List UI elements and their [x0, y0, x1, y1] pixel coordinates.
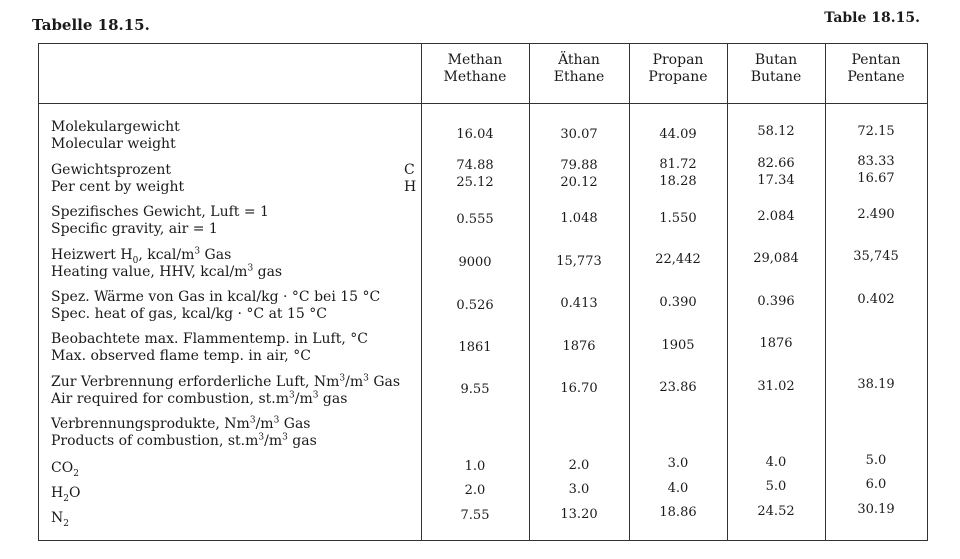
- cell-value: 23.86: [659, 380, 697, 395]
- cell-value: 4.0: [667, 481, 689, 496]
- cell-value: 15,773: [556, 254, 602, 269]
- element-labels: C H: [404, 162, 417, 195]
- cell-value: 29,084: [753, 251, 799, 266]
- cell-value: 72.15: [857, 124, 895, 139]
- cell-value: 1.0: [464, 459, 486, 474]
- cell-value: 74.88 25.12: [456, 158, 494, 190]
- cell-value: 4.0: [765, 455, 787, 470]
- cell-value: 30.07: [560, 127, 598, 142]
- cell-value: 16.70: [560, 381, 598, 396]
- cell-value: 79.88 20.12: [560, 158, 598, 190]
- cell-value: 5.0: [865, 453, 887, 468]
- data-table: [38, 43, 928, 541]
- cell-value: 5.0: [765, 479, 787, 494]
- cell-value: 0.396: [757, 294, 795, 309]
- row-label-molecular-weight: Molekulargewicht Molecular weight: [51, 119, 180, 152]
- cell-value: 13.20: [560, 507, 598, 522]
- cell-value: 1.550: [659, 211, 697, 226]
- cell-value: 24.52: [757, 504, 795, 519]
- cell-value: 3.0: [667, 456, 689, 471]
- header-divider: [39, 103, 927, 104]
- cell-value: 0.526: [456, 298, 494, 313]
- cell-value: 83.33 16.67: [857, 154, 895, 186]
- column-header-butane: Butan Butane: [750, 52, 802, 85]
- cell-value: 44.09: [659, 127, 697, 142]
- row-label-percent-by-weight: Gewichtsprozent Per cent by weight: [51, 162, 185, 195]
- column-header-propane: Propan Propane: [648, 52, 708, 85]
- cell-value: 30.19: [857, 502, 895, 517]
- cell-value: 18.86: [659, 505, 697, 520]
- column-header-ethane: Äthan Ethane: [553, 52, 605, 85]
- caption-german: Tabelle 18.15.: [32, 16, 150, 34]
- cell-value: 0.555: [456, 212, 494, 227]
- cell-value: 0.390: [659, 295, 697, 310]
- cell-value: 1861: [458, 340, 492, 355]
- cell-value: 1876: [759, 336, 793, 351]
- cell-value: 2.0: [464, 483, 486, 498]
- row-label-co2: $CO_2$: [51, 460, 79, 479]
- row-label-specific-heat: Spez. Wärme von Gas in kcal/kg · °C bei 15 °C Spec. heat of gas, kcal/kg · °C at 15 °C: [51, 289, 381, 322]
- cell-value: 22,442: [655, 252, 701, 267]
- cell-value: 31.02: [757, 379, 795, 394]
- column-header-methane: Methan Methane: [443, 52, 507, 85]
- cell-value: 0.413: [560, 296, 598, 311]
- cell-value: 2.490: [857, 207, 895, 222]
- cell-value: 38.19: [857, 377, 895, 392]
- row-label-heating-value: Heizwert $H_0$, kcal/$m^3$ Gas Heating value, HHV, kcal/$m^3$ gas: [51, 246, 283, 280]
- row-label-h2o: $H_2O$: [51, 485, 81, 504]
- cell-value: 1.048: [560, 211, 598, 226]
- column-header-pentane: Pentan Pentane: [847, 52, 905, 85]
- row-label-air-required: Zur Verbrennung erforderliche Luft, $Nm^3/m^3$ Gas Air required for combustion, $st.m^3/m^3$ gas: [51, 373, 401, 407]
- cell-value: 81.72 18.28: [659, 157, 697, 189]
- row-label-specific-gravity: Spezifisches Gewicht, Luft = 1 Specific gravity, air = 1: [51, 204, 269, 237]
- row-label-n2: $N_2$: [51, 510, 69, 529]
- caption-english: Table 18.15.: [824, 10, 920, 26]
- cell-value: 16.04: [456, 127, 494, 142]
- cell-value: 9000: [458, 255, 492, 270]
- cell-value: 2.0: [568, 458, 590, 473]
- row-label-products-of-combustion: Verbrennungsprodukte, $Nm^3/m^3$ Gas Products of combustion, $st.m^3/m^3$ gas: [51, 415, 317, 449]
- cell-value: 3.0: [568, 482, 590, 497]
- cell-value: 7.55: [460, 508, 490, 523]
- cell-value: 35,745: [853, 249, 899, 264]
- cell-value: 58.12: [757, 124, 795, 139]
- cell-value: 9.55: [460, 382, 490, 397]
- cell-value: 0.402: [857, 292, 895, 307]
- row-label-flame-temperature: Beobachtete max. Flammentemp. in Luft, °C Max. observed flame temp. in air, °C: [51, 331, 368, 364]
- cell-value: 1905: [661, 338, 695, 353]
- cell-value: 82.66 17.34: [757, 156, 795, 188]
- cell-value: 6.0: [865, 477, 887, 492]
- cell-value: 2.084: [757, 209, 795, 224]
- cell-value: 1876: [562, 339, 596, 354]
